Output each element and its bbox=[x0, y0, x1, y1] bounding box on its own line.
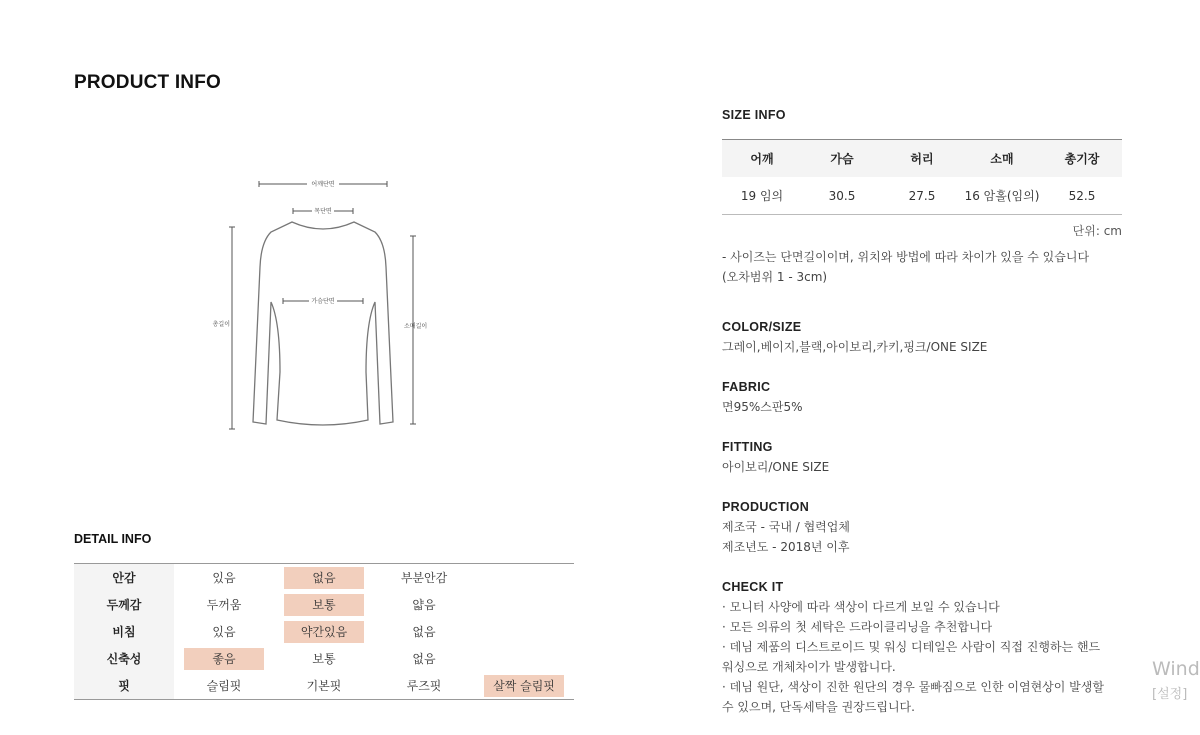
check-it-heading: CHECK IT bbox=[722, 580, 784, 594]
activation-watermark-settings: [설정] bbox=[1152, 687, 1188, 702]
size-value-cell: 19 임의 bbox=[740, 189, 784, 203]
detail-option: 부분안감 bbox=[400, 570, 448, 585]
detail-option: 기본핏 bbox=[306, 678, 342, 693]
detail-option: 없음 bbox=[412, 651, 436, 666]
detail-option: 보통 bbox=[312, 651, 336, 666]
unit-label: 단위: cm bbox=[1072, 224, 1122, 238]
size-value-cell: 52.5 bbox=[1068, 188, 1096, 203]
detail-label: 비침 bbox=[74, 618, 174, 645]
fabric-value: 면95%스판5% bbox=[722, 400, 803, 414]
detail-option: 좋음 bbox=[184, 648, 264, 670]
page-title: PRODUCT INFO bbox=[74, 72, 222, 93]
detail-label: 안감 bbox=[74, 564, 174, 591]
size-value-cell: 16 암홀(임의) bbox=[964, 189, 1040, 203]
size-header-cell: 허리 bbox=[910, 152, 934, 166]
size-header-row bbox=[722, 140, 1122, 177]
length-label: 총길이 bbox=[212, 321, 230, 328]
detail-option: 슬림핏 bbox=[206, 678, 242, 693]
check-it-line: 워싱으로 개체차이가 발생합니다. bbox=[722, 660, 896, 674]
detail-option bbox=[484, 648, 564, 670]
neck-label: 목단면 bbox=[314, 208, 332, 215]
detail-option: 있음 bbox=[212, 570, 236, 585]
color-size-heading: COLOR/SIZE bbox=[722, 320, 802, 334]
garment-diagram bbox=[212, 172, 435, 437]
detail-info-heading: DETAIL INFO bbox=[74, 532, 152, 546]
check-it-line: · 모니터 사양에 따라 색상이 다르게 보일 수 있습니다 bbox=[722, 600, 1000, 614]
production-heading: PRODUCTION bbox=[722, 500, 810, 514]
sleeve-label: 소매길이 bbox=[404, 323, 428, 330]
detail-label: 신축성 bbox=[74, 645, 174, 672]
detail-option: 약간있음 bbox=[284, 621, 364, 643]
size-note: - 사이즈는 단면길이이며, 위치와 방법에 따라 차이가 있을 수 있습니다 bbox=[722, 250, 1090, 264]
detail-option: 없음 bbox=[284, 567, 364, 589]
size-value-cell: 30.5 bbox=[828, 188, 856, 203]
fabric-heading: FABRIC bbox=[722, 380, 771, 394]
check-it-line: · 데님 제품의 디스트로이드 및 워싱 디테일은 사람이 직접 진행하는 핸드 bbox=[722, 640, 1101, 654]
detail-option: 있음 bbox=[212, 624, 236, 639]
detail-row-thickness bbox=[74, 591, 574, 618]
chest-label: 가슴단면 bbox=[311, 298, 335, 305]
detail-row-fit bbox=[74, 672, 574, 699]
production-year: 제조년도 - 2018년 이후 bbox=[722, 540, 850, 554]
fitting-value: 아이보리/ONE SIZE bbox=[722, 460, 830, 474]
fitting-heading: FITTING bbox=[722, 440, 773, 454]
size-header-cell: 가슴 bbox=[830, 152, 854, 166]
detail-option: 살짝 슬림핏 bbox=[484, 675, 564, 697]
size-value-row bbox=[722, 177, 1122, 214]
check-it-line: · 데님 원단, 색상이 진한 원단의 경우 물빠짐으로 인한 이염현상이 발생할 bbox=[722, 680, 1104, 694]
check-it-line: · 모든 의류의 첫 세탁은 드라이클리닝을 추천합니다 bbox=[722, 620, 993, 634]
detail-option: 얇음 bbox=[412, 597, 436, 612]
detail-option: 루즈핏 bbox=[406, 678, 442, 693]
detail-option bbox=[484, 621, 564, 643]
size-header-cell: 총기장 bbox=[1064, 152, 1100, 166]
garment-svg bbox=[212, 172, 435, 437]
detail-option bbox=[484, 567, 564, 589]
shoulder-label: 어깨단면 bbox=[311, 181, 335, 188]
size-info-table bbox=[722, 139, 1122, 215]
production-country: 제조국 - 국내 / 협력업체 bbox=[722, 520, 850, 534]
size-note-range: (오차범위 1 - 3cm) bbox=[722, 270, 828, 284]
activation-watermark: Wind bbox=[1152, 658, 1200, 680]
detail-label: 두께감 bbox=[74, 591, 174, 618]
detail-option: 없음 bbox=[412, 624, 436, 639]
detail-option: 보통 bbox=[284, 594, 364, 616]
check-it-line: 수 있으며, 단독세탁을 권장드립니다. bbox=[722, 700, 915, 714]
detail-row-stretch bbox=[74, 645, 574, 672]
size-header-cell: 소매 bbox=[990, 152, 1014, 166]
detail-label: 핏 bbox=[74, 672, 174, 699]
size-value-cell: 27.5 bbox=[908, 188, 936, 203]
detail-option bbox=[484, 594, 564, 616]
detail-option: 두꺼움 bbox=[206, 597, 242, 612]
color-size-value: 그레이,베이지,블랙,아이보리,카키,핑크/ONE SIZE bbox=[722, 340, 988, 354]
detail-row-lining bbox=[74, 564, 574, 591]
detail-row-sheerness bbox=[74, 618, 574, 645]
size-info-heading: SIZE INFO bbox=[722, 108, 786, 122]
size-header-cell: 어깨 bbox=[750, 152, 774, 166]
detail-info-table bbox=[74, 563, 574, 700]
